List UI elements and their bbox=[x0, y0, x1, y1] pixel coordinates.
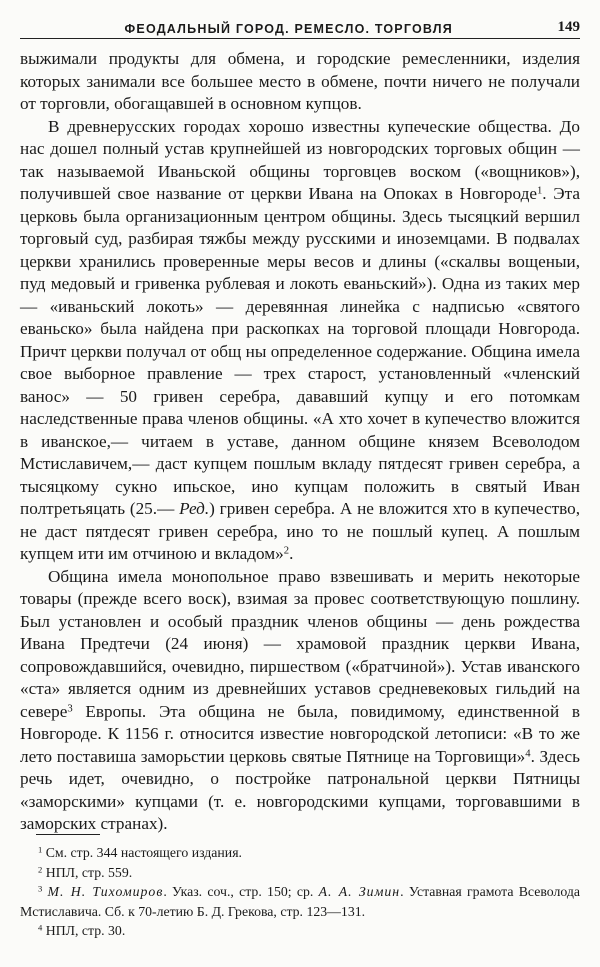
footnote-4-number: 4 bbox=[38, 922, 43, 933]
footnote-ref-3: 3 bbox=[67, 703, 73, 715]
paragraph-3-text-a: Община имела монопольное право взвешивать и мерить некоторые товары (прежде всего воск), взимая за провес соответствующую пошлину. Был установлен и особый праздник членов общины — день рождества Ивана Предтечи (24 июня) — храмовой праздник церкви Ивана, сопровождавшийся, очевидно, пиршеством («братчиной»). Устав иванского «ста» является одним из древнейших уставов средневековых гильдий на севере bbox=[20, 566, 580, 721]
running-head: ФЕОДАЛЬНЫЙ ГОРОД. РЕМЕСЛО. ТОРГОВЛЯ bbox=[124, 22, 453, 36]
paragraph-1-text: выжимали продукты для обмена, и городские ремесленники, изделия которых занимали все большее место в обмене, почти ничего не получали от торговли, обогащавшей в основном купцов. bbox=[20, 49, 580, 113]
paragraph-2-text-a: В древнерусских городах хорошо известны купеческие общества. До нас дошел полный устав крупнейшей из новгородских торговых общин — так называемой Иваньской общины торговцев воском («вощников»), получившей свое название от церкви Ивана на Опоках в Новгороде bbox=[20, 116, 580, 203]
footnote-ref-4: 4 bbox=[525, 748, 531, 760]
paragraph-1 bbox=[20, 48, 580, 116]
paragraph-3-text-c: . Здесь речь идет, очевидно, о постройке патрональной церкви Пятницы «заморскими» купцами (т. е. новгородскими купцами, торговавшими в заморских странах). bbox=[20, 746, 580, 833]
footnote-2-number: 2 bbox=[38, 864, 43, 875]
footnote-ref-1: 1 bbox=[536, 185, 543, 197]
footnote-ref-2: 2 bbox=[283, 545, 290, 557]
footnote-3-number: 3 bbox=[38, 883, 43, 894]
footnote-divider bbox=[36, 834, 100, 835]
footnote-3-text-1: . Указ. соч., стр. 150; ср. bbox=[163, 884, 319, 899]
footnote-4-text: НПЛ, стр. 30. bbox=[42, 923, 126, 938]
page-header bbox=[20, 12, 580, 39]
main-text bbox=[20, 48, 580, 836]
footnote-2-text: НПЛ, стр. 559. bbox=[42, 864, 133, 880]
paragraph-3 bbox=[20, 566, 580, 836]
footnote-3-author-1: М. Н. Тихомиров bbox=[47, 884, 164, 899]
paragraph-2-text-d: . bbox=[289, 544, 294, 563]
paragraph-2 bbox=[20, 116, 580, 566]
footnote-3-text-2: . Уставная грамота Всеволода Мстиславича. Сб. к 70-летию Б. Д. Грекова, стр. 123—131. bbox=[20, 884, 581, 919]
editor-note: Ред. bbox=[179, 499, 210, 518]
footnote-3 bbox=[20, 882, 580, 921]
paragraph-2-text-c: ) гривен серебра. А не вложится хто в купечество, не даст пятдесят гривен серебра, ино то не пошлый купец. А пошлым купцем ити им отчиною и вкладом» bbox=[20, 499, 581, 563]
footnote-4 bbox=[20, 921, 580, 941]
footnote-2 bbox=[20, 863, 580, 883]
page-number: 149 bbox=[557, 19, 580, 35]
footnotes bbox=[20, 843, 580, 941]
paragraph-3-text-b: Европы. Эта община не была, повидимому, единственной в Новгороде. К 1156 г. относится известие новгородской летописи: «В то же лето поставиша заморьстии церковь святые Пятнице на Торговищи» bbox=[20, 701, 580, 766]
footnote-1 bbox=[20, 843, 580, 863]
footnote-1-text: См. стр. 344 настоящего издания. bbox=[42, 845, 242, 860]
paragraph-2-text-b: . Эта церковь была организационным центром общины. Здесь тысяцкий вершил торговый суд, разбирая тяжбы между русскими и иноземцами. В подвалах церкви хранились проверенные меры весов и длины («скалвы вощеныи, пуд медовый и гривенка рублевая и локоть еваньский»). Одна из таких мер — «иваньский локоть» — деревянная линейка с надписью «святого еваньско» была найдена при раскопках на торговой площади Новгорода. Причт церкви получал от общ ны определенное содержание. Община имела свое выборное правление — трех старост, установленный «членский ванос» — 50 гривен серебра, дававший купцу и его потомкам наследственные права членов общины. «А хто хочет в купечество вложится в иванское,— читаем в уставе, данном общине князем Всеволодом Мстиславичем,— даст купцем пошлым вкладу пятдесят гривен серебра, а тысяцкому сукно ипьское, ино купцам положить в святый Иван полтретьяцать (25.— bbox=[20, 184, 580, 518]
footnote-3-author-2: А. А. Зимин bbox=[318, 884, 401, 899]
footnote-1-number: 1 bbox=[38, 844, 43, 855]
